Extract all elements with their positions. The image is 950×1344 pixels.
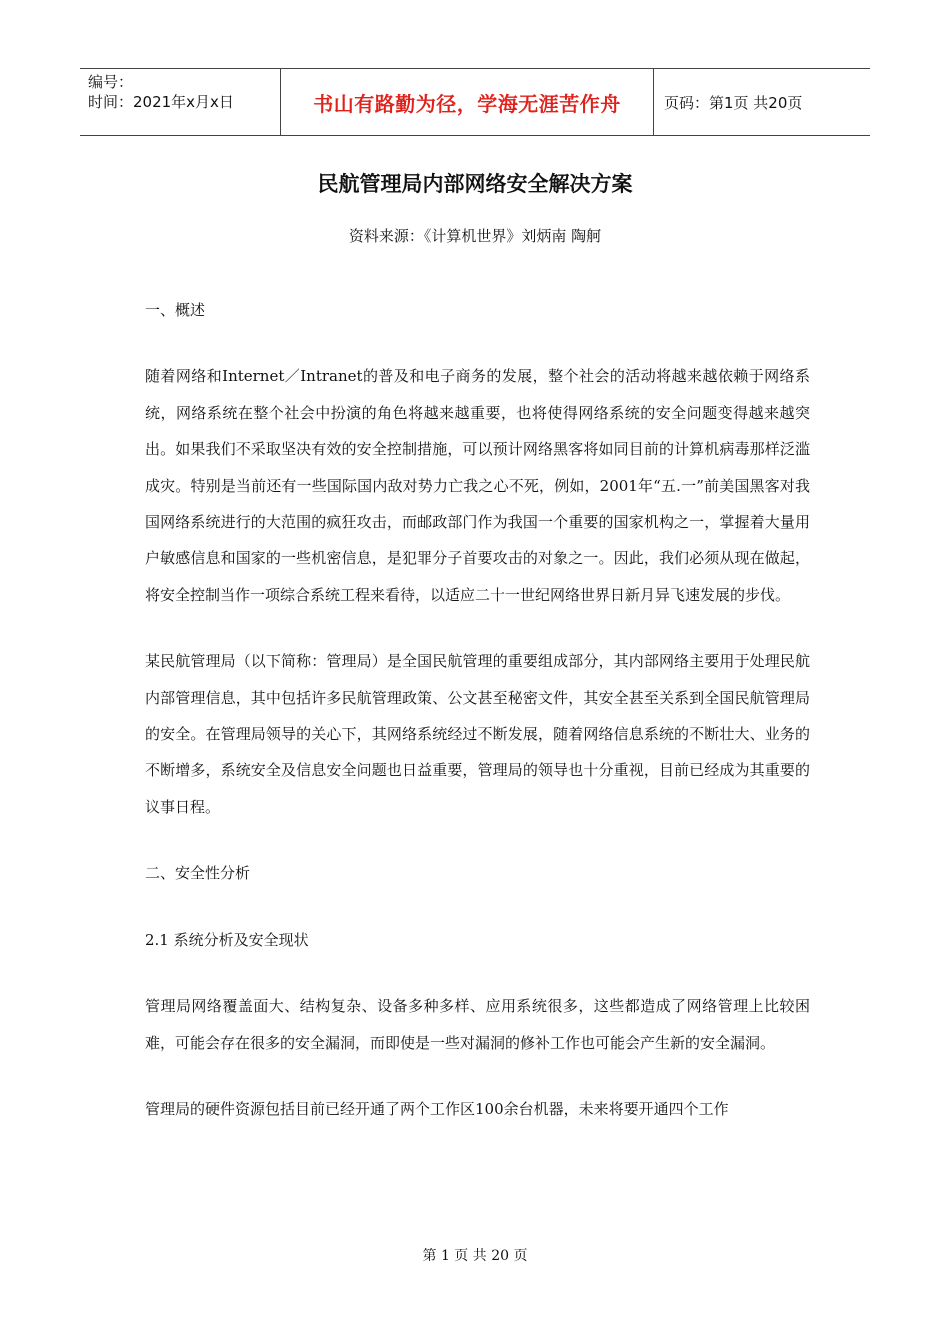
paragraph: 某民航管理局（以下简称：管理局）是全国民航管理的重要组成部分，其内部网络主要用于处理民航内部管理信息，其中包括许多民航管理政策、公文甚至秘密文件，其安全甚至关系到全国民航管理局的安全。在管理局领导的关心下，其网络系统经过不断发展，随着网络信息系统的不断壮大、业务的不断增多，系统安全及信息安全问题也日益重要，管理局的领导也十分重视，目前已经成为其重要的议事日程。 bbox=[145, 652, 810, 816]
subsection-heading: 2.1 系统分析及安全现状 bbox=[145, 930, 309, 949]
header-meta-cell bbox=[80, 69, 281, 135]
page-footer: 第 1 页 共 20 页 bbox=[422, 1248, 528, 1264]
document-title: 民航管理局内部网络安全解决方案 bbox=[317, 172, 633, 196]
motto-cell bbox=[281, 69, 654, 135]
paragraph: 管理局网络覆盖面大、结构复杂、设备多种多样、应用系统很多，这些都造成了网络管理上比较困难，可能会存在很多的安全漏洞，而即使是一些对漏洞的修补工作也可能会产生新的安全漏洞。 bbox=[145, 997, 810, 1052]
page-info-cell bbox=[654, 69, 870, 135]
motto-text: 书山有路勤为径，学海无涯苦作舟 bbox=[313, 91, 621, 116]
document-source: 资料来源：《计算机世界》刘炳南 陶舸 bbox=[348, 227, 602, 245]
date-line: 时间：2021年x月x日 bbox=[88, 93, 234, 111]
document-body bbox=[145, 292, 810, 1157]
page-info: 页码：第1页 共20页 bbox=[664, 93, 803, 112]
number-label: 编号： bbox=[88, 73, 134, 91]
paragraph: 随着网络和Internet／Intranet的普及和电子商务的发展，整个社会的活动将越来越依赖于网络系统，网络系统在整个社会中扮演的角色将越来越重要，也将使得网络系统的安全问题变得越来越突出。如果我们不采取坚决有效的安全控制措施，可以预计网络黑客将如同目前的计算机病毒那样泛滥成灾。特别是当前还有一些国际国内敌对势力亡我之心不死，例如，2001年“五.一”前美国黑客对我国网络系统进行的大范围的疯狂攻击，而邮政部门作为我国一个重要的国家机构之一，掌握着大量用户敏感信息和国家的一些机密信息，是犯罪分子首要攻击的对象之一。因此，我们必须从现在做起，将安全控制当作一项综合系统工程来看待，以适应二十一世纪网络世界日新月异飞速发展的步伐。 bbox=[145, 367, 810, 604]
section-heading-overview: 一、概述 bbox=[145, 301, 206, 319]
header-table bbox=[80, 68, 870, 136]
paragraph: 管理局的硬件资源包括目前已经开通了两个工作区100余台机器，未来将要开通四个工作 bbox=[145, 1099, 729, 1118]
section-heading-analysis: 二、安全性分析 bbox=[145, 864, 251, 883]
